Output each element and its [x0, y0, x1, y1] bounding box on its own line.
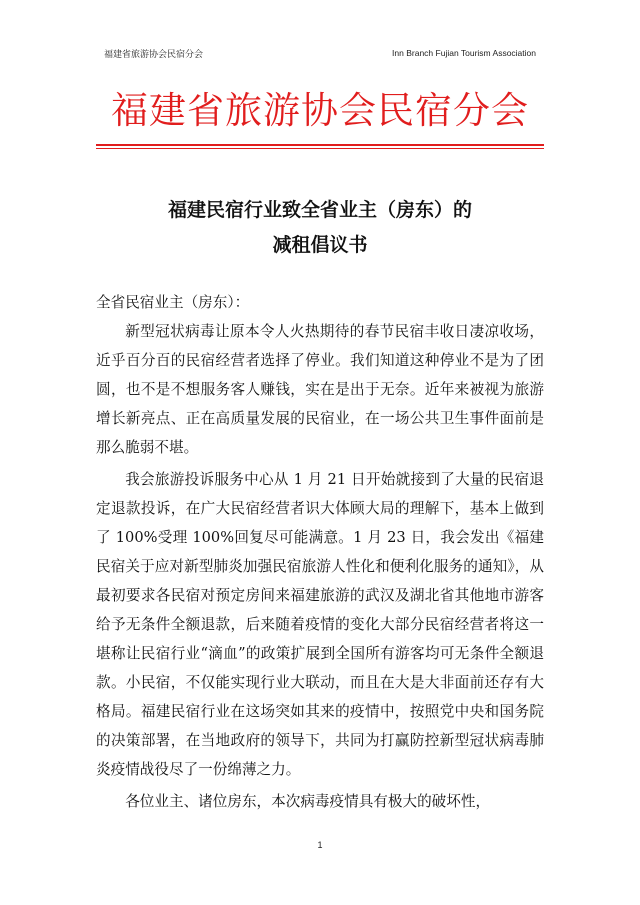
document-title-line-2: 减租倡议书 [272, 234, 368, 256]
document-body [96, 288, 544, 816]
header-org-name-cn: 福建省旅游协会民宿分会 [104, 49, 204, 60]
document-title-line-1: 福建民宿行业致全省业主（房东）的 [167, 199, 472, 221]
letterhead-title: 福建省旅游协会民宿分会 [111, 89, 529, 132]
body-paragraph-3: 各位业主、诸位房东，本次病毒疫情具有极大的破坏性， [125, 793, 491, 810]
salutation: 全省民宿业主（房东）： [96, 294, 250, 311]
header-org-name-en: Inn Branch Fujian Tourism Association [392, 48, 536, 58]
letterhead-rule [96, 144, 544, 146]
body-paragraph-1: 新型冠状病毒让原本令人火热期待的春节民宿丰收日凄凉收场，近乎百分百的民宿经营者选择了停业。我们知道这种停业不是为了团圆，也不是不想服务客人赚钱，实在是出于无奈。近年来被视为旅游增长新亮点、正在高质量发展的民宿业，在一场公共卫生事件面前是那么脆弱不堪。 [96, 323, 544, 456]
body-paragraph-2: 我会旅游投诉服务中心从 1 月 21 日开始就接到了大量的民宿退定退款投诉，在广大民宿经营者识大体顾大局的理解下，基本上做到了 100%受理 100%回复尽可能满意。1 月 23 日，我会发出《福建民宿关于应对新型肺炎加强民宿旅游人性化和便利化服务的通知》，从最初要求各民宿对预定房间来福建旅游的武汉及湖北省其他地市游客给予无条件全额退款，后来随着疫情的变化大部分民宿经营者将这一堪称让民宿行业“滴血”的政策扩展到全国所有游客均可无条件全额退款。小民宿，不仅能实现行业大联动，而且在大是大非面前还存有大格局。福建民宿行业在这场突如其来的疫情中，按照党中央和国务院的决策部署，在当地政府的领导下，共同为打赢防控新型冠状病毒肺炎疫情战役尽了一份绵薄之力。 [96, 471, 544, 778]
page-header [104, 45, 536, 61]
page-number: 1 [317, 840, 323, 850]
document-title [96, 193, 544, 263]
letterhead-rule-thin [96, 148, 544, 149]
